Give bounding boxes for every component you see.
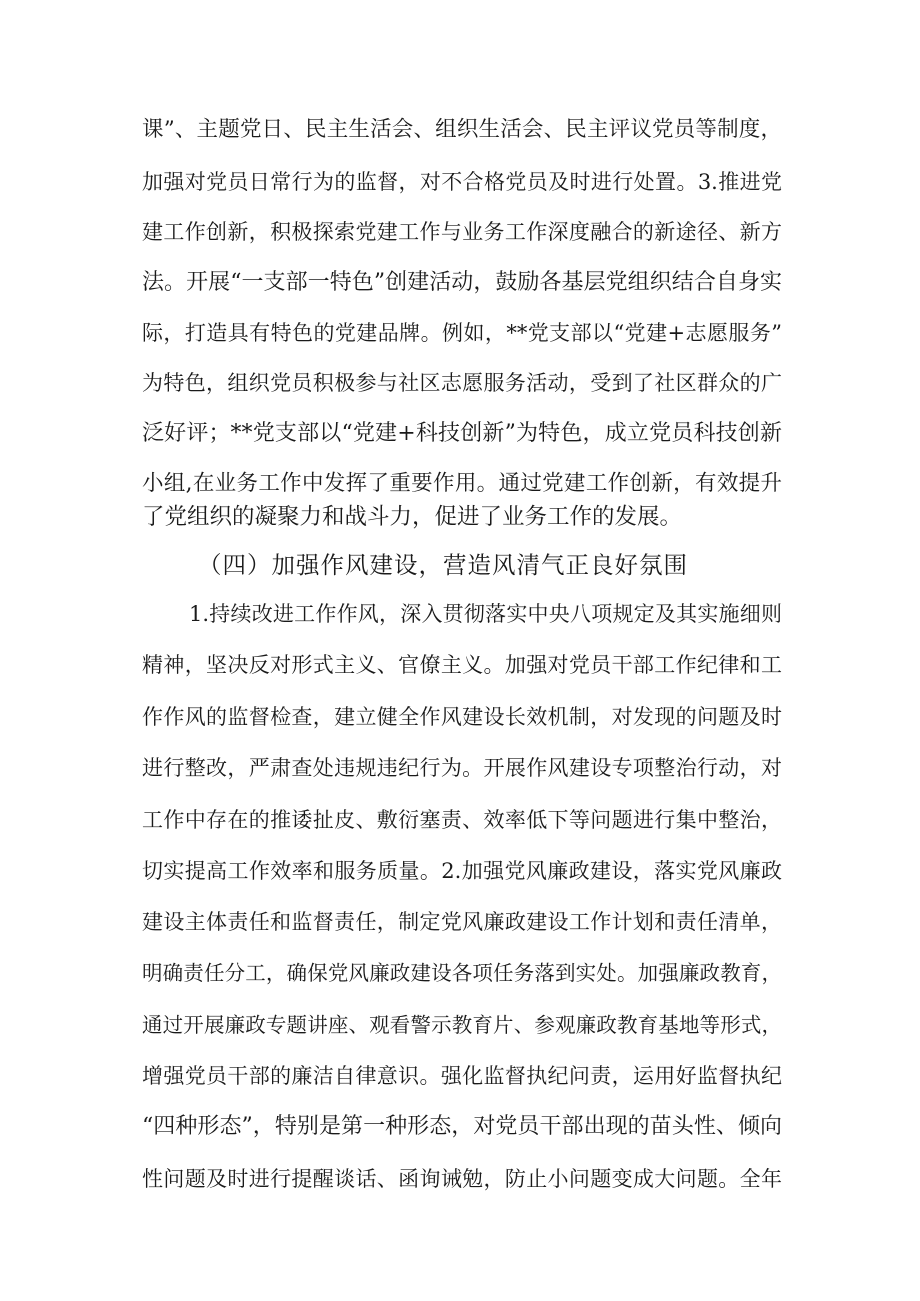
body-text-line: 进行整改，严肃查处违规违纪行为。开展作风建设专项整治行动，对 (142, 756, 782, 780)
body-text-line: 增强党员干部的廉洁自律意识。强化监督执纪问责，运用好监督执纪 (142, 1064, 782, 1088)
body-text-line: 工作中存在的推诿扯皮、敷衍塞责、效率低下等问题进行集中整治， (142, 808, 782, 832)
body-text-line: 作作风的监督检查，建立健全作风建设长效机制，对发现的问题及时 (142, 705, 782, 729)
body-text-line: 精神，坚决反对形式主义、官僚主义。加强对党员干部工作纪律和工 (142, 653, 782, 677)
body-text-line: 了党组织的凝聚力和战斗力，促进了业务工作的发展。 (142, 504, 683, 530)
body-text-line: 小组,在业务工作中发挥了重要作用。通过党建工作创新，有效提升 (142, 471, 782, 496)
body-text-line: 际，打造具有特色的党建品牌。例如，**党支部以“党建+志愿服务” (142, 321, 782, 345)
body-text-line: 课”、主题党日、民主生活会、组织生活会、民主评议党员等制度， (142, 117, 782, 142)
body-text-line: 加强对党员日常行为的监督，对不合格党员及时进行处置。3.推进党 (142, 170, 782, 194)
body-text-line: 性问题及时进行提醒谈话、函询诫勉，防止小问题变成大问题。全年 (142, 1167, 782, 1191)
section-heading: （四）加强作风建设，营造风清气正良好氛围 (198, 551, 688, 579)
body-text-line: 明确责任分工，确保党风廉政建设各项任务落到实处。加强廉政教育， (142, 961, 782, 985)
body-text-line: 通过开展廉政专题讲座、观看警示教育片、参观廉政教育基地等形式， (142, 1013, 782, 1037)
body-text-line: 为特色，组织党员积极参与社区志愿服务活动，受到了社区群众的广 (142, 371, 782, 395)
body-text-line: 1.持续改进工作作风，深入贯彻落实中央八项规定及其实施细则 (189, 602, 782, 626)
body-text-line: 建设主体责任和监督责任，制定党风廉政建设工作计划和责任清单， (142, 910, 782, 934)
body-text-line: “四种形态”，特别是第一种形态，对党员干部出现的苗头性、倾向 (142, 1114, 782, 1139)
body-text-line: 泛好评；**党支部以“党建+科技创新”为特色，成立党员科技创新 (142, 421, 782, 446)
body-text-line: 法。开展“一支部一特色”创建活动，鼓励各基层党组织结合自身实 (142, 270, 782, 295)
body-text-line: 建工作创新，积极探索党建工作与业务工作深度融合的新途径、新方 (142, 220, 782, 244)
body-text-line: 切实提高工作效率和服务质量。2.加强党风廉政建设，落实党风廉政 (142, 859, 782, 883)
